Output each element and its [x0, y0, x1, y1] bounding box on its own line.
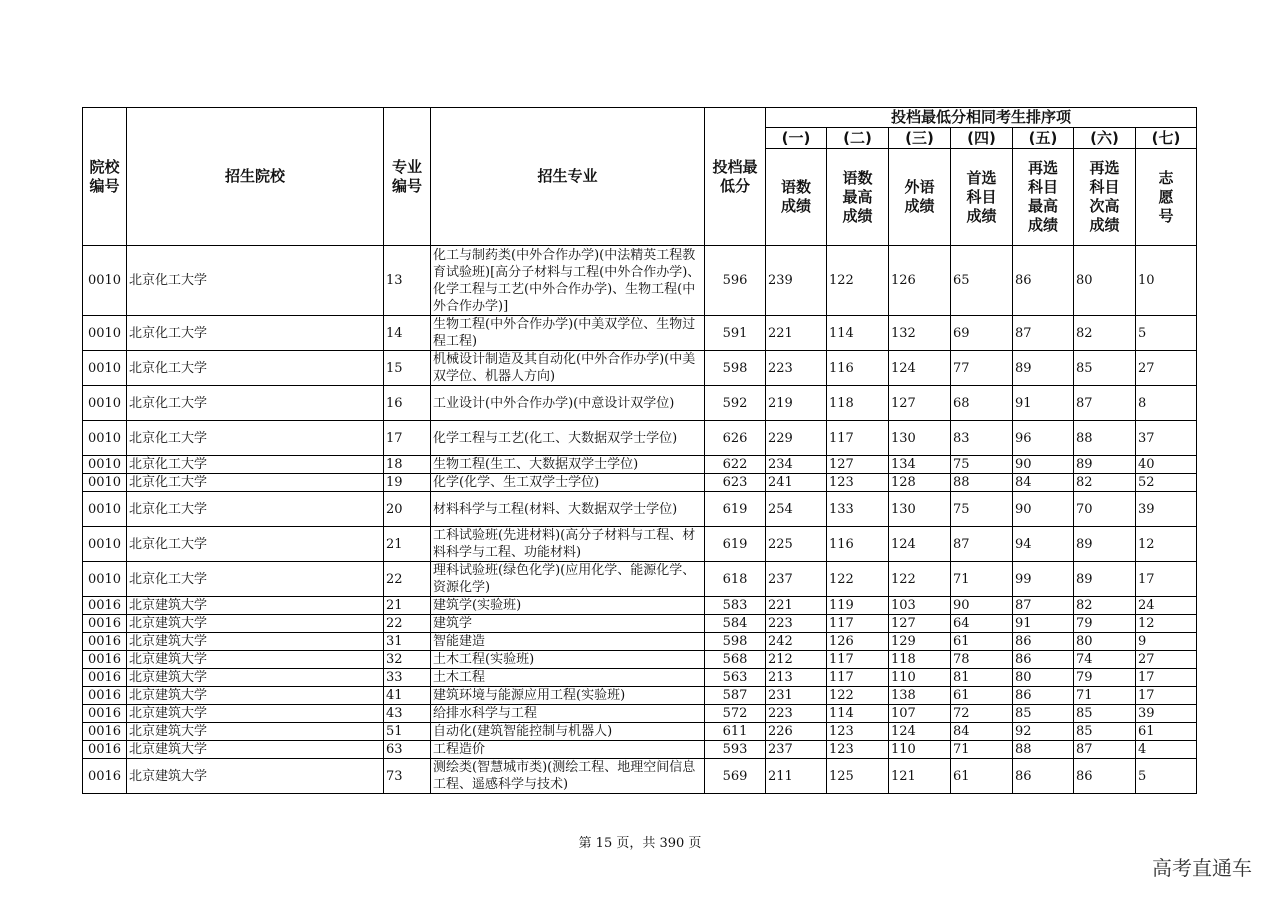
- cell-school-code: 0010: [83, 246, 127, 316]
- cell-tie-1: 254: [766, 492, 827, 527]
- cell-major-code: 31: [384, 633, 431, 651]
- cell-major-name: 生物工程(中外合作办学)(中美双学位、生物过程工程): [431, 316, 705, 351]
- cell-school-name: 北京建筑大学: [127, 597, 384, 615]
- admission-table: [82, 107, 1197, 794]
- cell-tie-3: 122: [889, 562, 951, 597]
- cell-tie-3: 110: [889, 669, 951, 687]
- cell-tie-6: 82: [1074, 597, 1136, 615]
- cell-tie-1: 223: [766, 351, 827, 386]
- cell-tie-1: 234: [766, 456, 827, 474]
- table-row: [83, 316, 1197, 351]
- cell-tie-7: 52: [1136, 474, 1197, 492]
- header-tie-num: (五): [1013, 128, 1074, 149]
- cell-tie-4: 61: [951, 759, 1013, 794]
- page-footer: 第 15 页，共 390 页: [578, 836, 702, 851]
- cell-school-name: 北京化工大学: [127, 351, 384, 386]
- cell-major-name: 生物工程(生工、大数据双学士学位): [431, 456, 705, 474]
- cell-tie-1: 212: [766, 651, 827, 669]
- cell-school-name: 北京化工大学: [127, 562, 384, 597]
- cell-tie-5: 90: [1013, 492, 1074, 527]
- watermark: 高考直通车: [1152, 856, 1252, 880]
- cell-school-code: 0016: [83, 597, 127, 615]
- cell-tie-1: 229: [766, 421, 827, 456]
- cell-tie-1: 231: [766, 687, 827, 705]
- cell-tie-3: 128: [889, 474, 951, 492]
- cell-min-score: 622: [705, 456, 766, 474]
- header-tie-item: 外语成绩: [889, 149, 951, 246]
- cell-school-code: 0010: [83, 386, 127, 421]
- cell-school-name: 北京化工大学: [127, 456, 384, 474]
- cell-min-score: 619: [705, 492, 766, 527]
- cell-tie-4: 69: [951, 316, 1013, 351]
- cell-tie-4: 87: [951, 527, 1013, 562]
- cell-tie-4: 81: [951, 669, 1013, 687]
- cell-tie-1: 219: [766, 386, 827, 421]
- cell-tie-3: 124: [889, 527, 951, 562]
- table-row: [83, 687, 1197, 705]
- cell-tie-5: 96: [1013, 421, 1074, 456]
- cell-tie-5: 94: [1013, 527, 1074, 562]
- cell-min-score: 593: [705, 741, 766, 759]
- cell-tie-3: 118: [889, 651, 951, 669]
- cell-tie-2: 122: [827, 562, 889, 597]
- cell-tie-3: 103: [889, 597, 951, 615]
- cell-major-code: 43: [384, 705, 431, 723]
- cell-tie-2: 116: [827, 351, 889, 386]
- cell-major-name: 工业设计(中外合作办学)(中意设计双学位): [431, 386, 705, 421]
- cell-min-score: 584: [705, 615, 766, 633]
- cell-tie-4: 78: [951, 651, 1013, 669]
- table-row: [83, 705, 1197, 723]
- cell-tie-7: 37: [1136, 421, 1197, 456]
- cell-min-score: 572: [705, 705, 766, 723]
- cell-tie-1: 211: [766, 759, 827, 794]
- cell-school-code: 0016: [83, 669, 127, 687]
- cell-tie-7: 5: [1136, 316, 1197, 351]
- cell-school-name: 北京建筑大学: [127, 687, 384, 705]
- cell-tie-2: 114: [827, 316, 889, 351]
- cell-school-code: 0010: [83, 527, 127, 562]
- cell-school-name: 北京化工大学: [127, 492, 384, 527]
- cell-school-name: 北京建筑大学: [127, 669, 384, 687]
- cell-major-name: 工科试验班(先进材料)(高分子材料与工程、材料科学与工程、功能材料): [431, 527, 705, 562]
- cell-tie-7: 8: [1136, 386, 1197, 421]
- cell-tie-5: 87: [1013, 597, 1074, 615]
- cell-tie-3: 121: [889, 759, 951, 794]
- table-row: [83, 386, 1197, 421]
- table-row: [83, 474, 1197, 492]
- cell-tie-7: 12: [1136, 615, 1197, 633]
- cell-tie-5: 86: [1013, 651, 1074, 669]
- header-tie-item: 再选科目最高成绩: [1013, 149, 1074, 246]
- cell-tie-4: 77: [951, 351, 1013, 386]
- cell-tie-6: 80: [1074, 246, 1136, 316]
- cell-tie-7: 9: [1136, 633, 1197, 651]
- cell-tie-6: 87: [1074, 741, 1136, 759]
- cell-major-name: 理科试验班(绿色化学)(应用化学、能源化学、资源化学): [431, 562, 705, 597]
- cell-tie-2: 117: [827, 421, 889, 456]
- table-row: [83, 669, 1197, 687]
- cell-tie-3: 124: [889, 351, 951, 386]
- cell-min-score: 591: [705, 316, 766, 351]
- table-row: [83, 351, 1197, 386]
- cell-major-name: 给排水科学与工程: [431, 705, 705, 723]
- table-row: [83, 633, 1197, 651]
- cell-major-code: 14: [384, 316, 431, 351]
- cell-tie-5: 99: [1013, 562, 1074, 597]
- table-row: [83, 741, 1197, 759]
- cell-tie-7: 40: [1136, 456, 1197, 474]
- cell-tie-6: 86: [1074, 759, 1136, 794]
- cell-min-score: 623: [705, 474, 766, 492]
- cell-tie-4: 71: [951, 562, 1013, 597]
- cell-tie-6: 89: [1074, 527, 1136, 562]
- table-row: [83, 456, 1197, 474]
- cell-tie-7: 4: [1136, 741, 1197, 759]
- cell-tie-6: 88: [1074, 421, 1136, 456]
- cell-tie-4: 65: [951, 246, 1013, 316]
- cell-tie-3: 127: [889, 615, 951, 633]
- cell-tie-2: 117: [827, 615, 889, 633]
- cell-tie-2: 122: [827, 687, 889, 705]
- cell-tie-4: 61: [951, 687, 1013, 705]
- cell-tie-3: 110: [889, 741, 951, 759]
- cell-tie-6: 79: [1074, 669, 1136, 687]
- cell-tie-6: 70: [1074, 492, 1136, 527]
- cell-tie-5: 88: [1013, 741, 1074, 759]
- cell-tie-4: 88: [951, 474, 1013, 492]
- cell-tie-4: 90: [951, 597, 1013, 615]
- cell-tie-5: 84: [1013, 474, 1074, 492]
- cell-tie-4: 83: [951, 421, 1013, 456]
- cell-school-code: 0010: [83, 421, 127, 456]
- cell-major-code: 73: [384, 759, 431, 794]
- cell-school-code: 0010: [83, 562, 127, 597]
- cell-major-name: 机械设计制造及其自动化(中外合作办学)(中美双学位、机器人方向): [431, 351, 705, 386]
- cell-tie-6: 85: [1074, 351, 1136, 386]
- cell-min-score: 596: [705, 246, 766, 316]
- cell-school-name: 北京化工大学: [127, 421, 384, 456]
- table-header: [83, 108, 1197, 246]
- table-row: [83, 597, 1197, 615]
- cell-school-code: 0016: [83, 723, 127, 741]
- cell-tie-4: 72: [951, 705, 1013, 723]
- header-tie-num: (四): [951, 128, 1013, 149]
- cell-school-code: 0016: [83, 615, 127, 633]
- cell-tie-3: 130: [889, 492, 951, 527]
- table-row: [83, 421, 1197, 456]
- cell-tie-3: 129: [889, 633, 951, 651]
- cell-tie-4: 64: [951, 615, 1013, 633]
- cell-major-code: 32: [384, 651, 431, 669]
- cell-tie-2: 122: [827, 246, 889, 316]
- cell-major-name: 化学(化学、生工双学士学位): [431, 474, 705, 492]
- cell-tie-1: 221: [766, 597, 827, 615]
- table-row: [83, 527, 1197, 562]
- cell-tie-2: 117: [827, 651, 889, 669]
- cell-major-name: 土木工程(实验班): [431, 651, 705, 669]
- cell-school-code: 0016: [83, 687, 127, 705]
- cell-tie-5: 87: [1013, 316, 1074, 351]
- cell-tie-6: 82: [1074, 316, 1136, 351]
- cell-tie-2: 123: [827, 474, 889, 492]
- cell-major-name: 建筑学: [431, 615, 705, 633]
- cell-tie-1: 213: [766, 669, 827, 687]
- cell-tie-3: 126: [889, 246, 951, 316]
- cell-min-score: 598: [705, 633, 766, 651]
- cell-major-name: 建筑学(实验班): [431, 597, 705, 615]
- cell-min-score: 569: [705, 759, 766, 794]
- table-row: [83, 651, 1197, 669]
- table-row: [83, 246, 1197, 316]
- header-tie-num: (一): [766, 128, 827, 149]
- cell-min-score: 618: [705, 562, 766, 597]
- header-tie-num: (七): [1136, 128, 1197, 149]
- header-tie-item: 首选科目成绩: [951, 149, 1013, 246]
- cell-tie-4: 84: [951, 723, 1013, 741]
- cell-tie-5: 86: [1013, 687, 1074, 705]
- cell-tie-5: 86: [1013, 246, 1074, 316]
- cell-school-code: 0010: [83, 456, 127, 474]
- cell-major-code: 22: [384, 562, 431, 597]
- cell-major-code: 19: [384, 474, 431, 492]
- cell-major-name: 工程造价: [431, 741, 705, 759]
- cell-tie-5: 90: [1013, 456, 1074, 474]
- cell-min-score: 592: [705, 386, 766, 421]
- cell-tie-5: 89: [1013, 351, 1074, 386]
- table-row: [83, 615, 1197, 633]
- cell-school-code: 0010: [83, 316, 127, 351]
- cell-tie-1: 225: [766, 527, 827, 562]
- cell-major-code: 16: [384, 386, 431, 421]
- cell-tie-4: 75: [951, 492, 1013, 527]
- cell-major-code: 33: [384, 669, 431, 687]
- cell-tie-6: 82: [1074, 474, 1136, 492]
- cell-tie-3: 127: [889, 386, 951, 421]
- cell-tie-6: 87: [1074, 386, 1136, 421]
- cell-tie-2: 114: [827, 705, 889, 723]
- cell-tie-1: 237: [766, 562, 827, 597]
- cell-tie-5: 86: [1013, 633, 1074, 651]
- cell-school-name: 北京化工大学: [127, 316, 384, 351]
- cell-min-score: 619: [705, 527, 766, 562]
- header-school-code: 院校编号: [83, 108, 127, 246]
- header-tie-num: (三): [889, 128, 951, 149]
- cell-major-code: 17: [384, 421, 431, 456]
- cell-tie-7: 17: [1136, 687, 1197, 705]
- cell-school-code: 0016: [83, 705, 127, 723]
- cell-major-code: 63: [384, 741, 431, 759]
- header-school-name: 招生院校: [127, 108, 384, 246]
- cell-major-code: 20: [384, 492, 431, 527]
- cell-major-name: 建筑环境与能源应用工程(实验班): [431, 687, 705, 705]
- cell-major-code: 18: [384, 456, 431, 474]
- cell-tie-6: 89: [1074, 456, 1136, 474]
- table-body: [83, 246, 1197, 794]
- cell-tie-2: 127: [827, 456, 889, 474]
- cell-tie-3: 134: [889, 456, 951, 474]
- cell-tie-1: 241: [766, 474, 827, 492]
- cell-major-code: 22: [384, 615, 431, 633]
- cell-major-code: 21: [384, 527, 431, 562]
- cell-tie-5: 91: [1013, 615, 1074, 633]
- cell-tie-5: 92: [1013, 723, 1074, 741]
- cell-tie-2: 116: [827, 527, 889, 562]
- cell-school-name: 北京建筑大学: [127, 705, 384, 723]
- cell-tie-7: 61: [1136, 723, 1197, 741]
- cell-min-score: 563: [705, 669, 766, 687]
- cell-school-name: 北京建筑大学: [127, 633, 384, 651]
- cell-tie-5: 86: [1013, 759, 1074, 794]
- cell-tie-7: 5: [1136, 759, 1197, 794]
- cell-tie-1: 223: [766, 705, 827, 723]
- cell-major-name: 测绘类(智慧城市类)(测绘工程、地理空间信息工程、遥感科学与技术): [431, 759, 705, 794]
- cell-school-name: 北京化工大学: [127, 527, 384, 562]
- cell-major-name: 材料科学与工程(材料、大数据双学士学位): [431, 492, 705, 527]
- cell-tie-7: 12: [1136, 527, 1197, 562]
- cell-tie-1: 237: [766, 741, 827, 759]
- cell-tie-6: 85: [1074, 705, 1136, 723]
- cell-tie-7: 17: [1136, 669, 1197, 687]
- cell-school-code: 0016: [83, 759, 127, 794]
- cell-tie-3: 124: [889, 723, 951, 741]
- cell-tie-1: 223: [766, 615, 827, 633]
- cell-tie-6: 71: [1074, 687, 1136, 705]
- cell-major-name: 化工与制药类(中外合作办学)(中法精英工程教育试验班)[高分子材料与工程(中外合作办学)、化学工程与工艺(中外合作办学)、生物工程(中外合作办学)]: [431, 246, 705, 316]
- cell-school-name: 北京化工大学: [127, 386, 384, 421]
- header-tie-group: 投档最低分相同考生排序项: [766, 108, 1197, 128]
- cell-tie-3: 130: [889, 421, 951, 456]
- cell-school-name: 北京建筑大学: [127, 723, 384, 741]
- cell-school-name: 北京建筑大学: [127, 615, 384, 633]
- cell-min-score: 587: [705, 687, 766, 705]
- cell-tie-3: 138: [889, 687, 951, 705]
- cell-major-code: 41: [384, 687, 431, 705]
- cell-major-name: 智能建造: [431, 633, 705, 651]
- cell-min-score: 611: [705, 723, 766, 741]
- header-tie-num: (二): [827, 128, 889, 149]
- header-tie-item: 再选科目次高成绩: [1074, 149, 1136, 246]
- cell-school-name: 北京建筑大学: [127, 741, 384, 759]
- cell-major-code: 15: [384, 351, 431, 386]
- cell-tie-6: 89: [1074, 562, 1136, 597]
- cell-tie-4: 68: [951, 386, 1013, 421]
- cell-tie-5: 85: [1013, 705, 1074, 723]
- cell-tie-7: 39: [1136, 705, 1197, 723]
- cell-min-score: 583: [705, 597, 766, 615]
- cell-school-name: 北京建筑大学: [127, 759, 384, 794]
- cell-tie-7: 39: [1136, 492, 1197, 527]
- cell-tie-4: 61: [951, 633, 1013, 651]
- cell-major-name: 土木工程: [431, 669, 705, 687]
- header-min-score: 投档最低分: [705, 108, 766, 246]
- cell-school-name: 北京化工大学: [127, 246, 384, 316]
- cell-tie-3: 132: [889, 316, 951, 351]
- cell-school-code: 0010: [83, 492, 127, 527]
- cell-school-code: 0016: [83, 651, 127, 669]
- cell-min-score: 598: [705, 351, 766, 386]
- cell-tie-2: 126: [827, 633, 889, 651]
- cell-tie-2: 123: [827, 741, 889, 759]
- table-row: [83, 492, 1197, 527]
- cell-tie-5: 91: [1013, 386, 1074, 421]
- header-major-code: 专业编号: [384, 108, 431, 246]
- cell-tie-2: 133: [827, 492, 889, 527]
- cell-tie-1: 226: [766, 723, 827, 741]
- header-major-name: 招生专业: [431, 108, 705, 246]
- cell-tie-6: 80: [1074, 633, 1136, 651]
- cell-tie-3: 107: [889, 705, 951, 723]
- cell-tie-2: 118: [827, 386, 889, 421]
- header-tie-item: 语数最高成绩: [827, 149, 889, 246]
- header-tie-item: 志愿号: [1136, 149, 1197, 246]
- cell-tie-6: 74: [1074, 651, 1136, 669]
- cell-school-name: 北京化工大学: [127, 474, 384, 492]
- cell-tie-2: 123: [827, 723, 889, 741]
- cell-tie-2: 119: [827, 597, 889, 615]
- cell-major-code: 13: [384, 246, 431, 316]
- cell-tie-7: 17: [1136, 562, 1197, 597]
- cell-school-code: 0010: [83, 351, 127, 386]
- cell-tie-6: 79: [1074, 615, 1136, 633]
- cell-tie-1: 221: [766, 316, 827, 351]
- cell-tie-5: 80: [1013, 669, 1074, 687]
- cell-min-score: 568: [705, 651, 766, 669]
- cell-school-code: 0016: [83, 633, 127, 651]
- cell-min-score: 626: [705, 421, 766, 456]
- cell-tie-7: 24: [1136, 597, 1197, 615]
- cell-school-code: 0010: [83, 474, 127, 492]
- cell-school-name: 北京建筑大学: [127, 651, 384, 669]
- cell-major-name: 化学工程与工艺(化工、大数据双学士学位): [431, 421, 705, 456]
- cell-tie-4: 71: [951, 741, 1013, 759]
- cell-tie-6: 85: [1074, 723, 1136, 741]
- cell-school-code: 0016: [83, 741, 127, 759]
- cell-tie-7: 27: [1136, 651, 1197, 669]
- cell-tie-2: 117: [827, 669, 889, 687]
- cell-tie-7: 27: [1136, 351, 1197, 386]
- cell-tie-1: 242: [766, 633, 827, 651]
- cell-major-code: 51: [384, 723, 431, 741]
- header-tie-item: 语数成绩: [766, 149, 827, 246]
- cell-major-code: 21: [384, 597, 431, 615]
- cell-tie-2: 125: [827, 759, 889, 794]
- cell-tie-7: 10: [1136, 246, 1197, 316]
- cell-tie-1: 239: [766, 246, 827, 316]
- table-row: [83, 562, 1197, 597]
- header-tie-num: (六): [1074, 128, 1136, 149]
- table-row: [83, 759, 1197, 794]
- table-row: [83, 723, 1197, 741]
- cell-tie-4: 75: [951, 456, 1013, 474]
- cell-major-name: 自动化(建筑智能控制与机器人): [431, 723, 705, 741]
